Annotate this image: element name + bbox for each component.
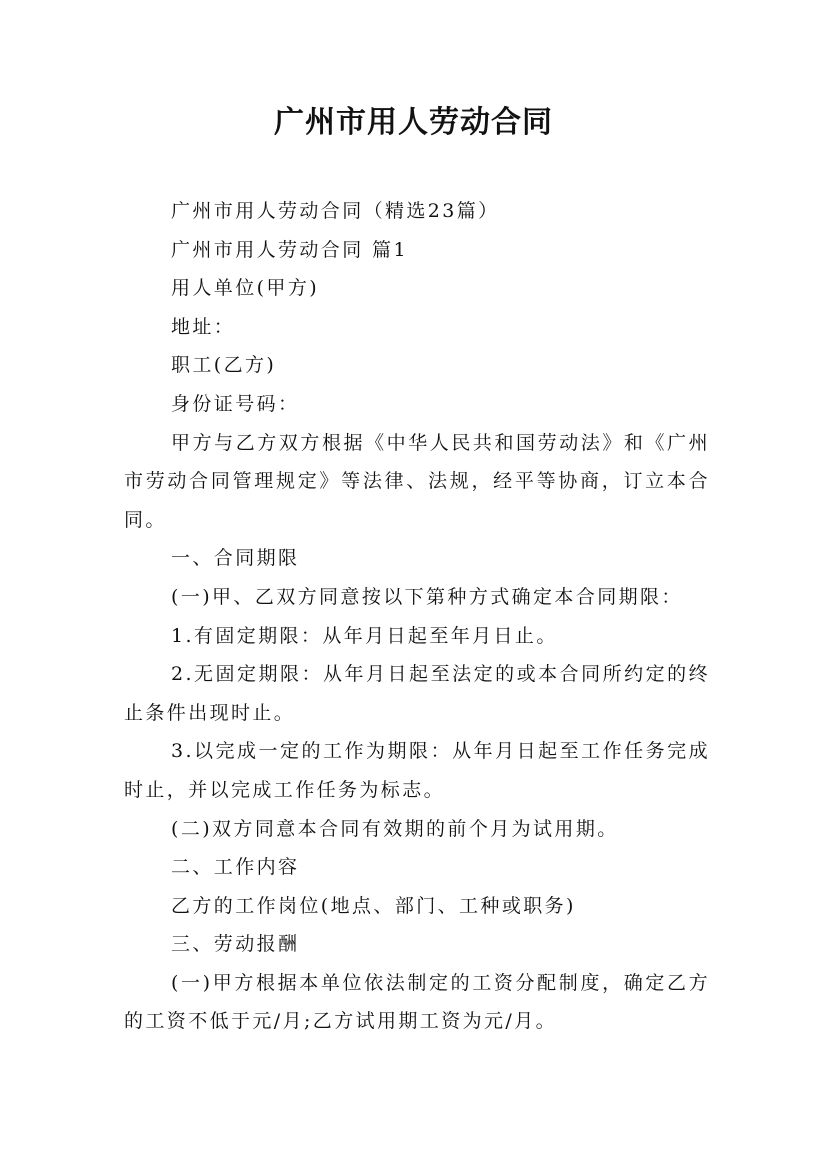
paragraph: 用人单位(甲方) (171, 277, 320, 300)
section-heading: 一、合同期限 (171, 547, 300, 570)
paragraph: 甲方与乙方双方根据《中华人民共和国劳动法》和《广州市劳动合同管理规定》等法律、法规，经平等协商，订立本合同。 (124, 431, 710, 531)
paragraph: (一)甲方根据本单位依法制定的工资分配制度，确定乙方的工资不低于元/月;乙方试用期工资为元/月。 (124, 971, 710, 1033)
document-body (124, 192, 710, 1041)
section-heading: 二、工作内容 (171, 856, 300, 879)
paragraph: 职工(乙方) (171, 354, 277, 377)
paragraph: (二)双方同意本合同有效期的前个月为试用期。 (171, 817, 619, 840)
paragraph: (一)甲、乙双方同意按以下第种方式确定本合同期限： (171, 585, 683, 608)
paragraph: 广州市用人劳动合同（精选23篇） (171, 200, 500, 222)
section-heading: 三、劳动报酬 (171, 933, 300, 956)
paragraph: 乙方的工作岗位(地点、部门、工种或职务) (171, 894, 576, 917)
paragraph: 3.以完成一定的工作为期限：从年月日起至工作任务完成时止，并以完成工作任务为标志。 (124, 740, 710, 801)
paragraph: 地址： (171, 315, 236, 338)
document-title: 广州市用人劳动合同 (274, 105, 553, 140)
paragraph: 广州市用人劳动合同 篇1 (171, 238, 408, 261)
paragraph: 身份证号码： (171, 392, 300, 415)
paragraph: 1.有固定期限：从年月日起至年月日止。 (171, 624, 558, 647)
paragraph: 2.无固定期限：从年月日起至法定的或本合同所约定的终止条件出现时止。 (124, 663, 710, 724)
